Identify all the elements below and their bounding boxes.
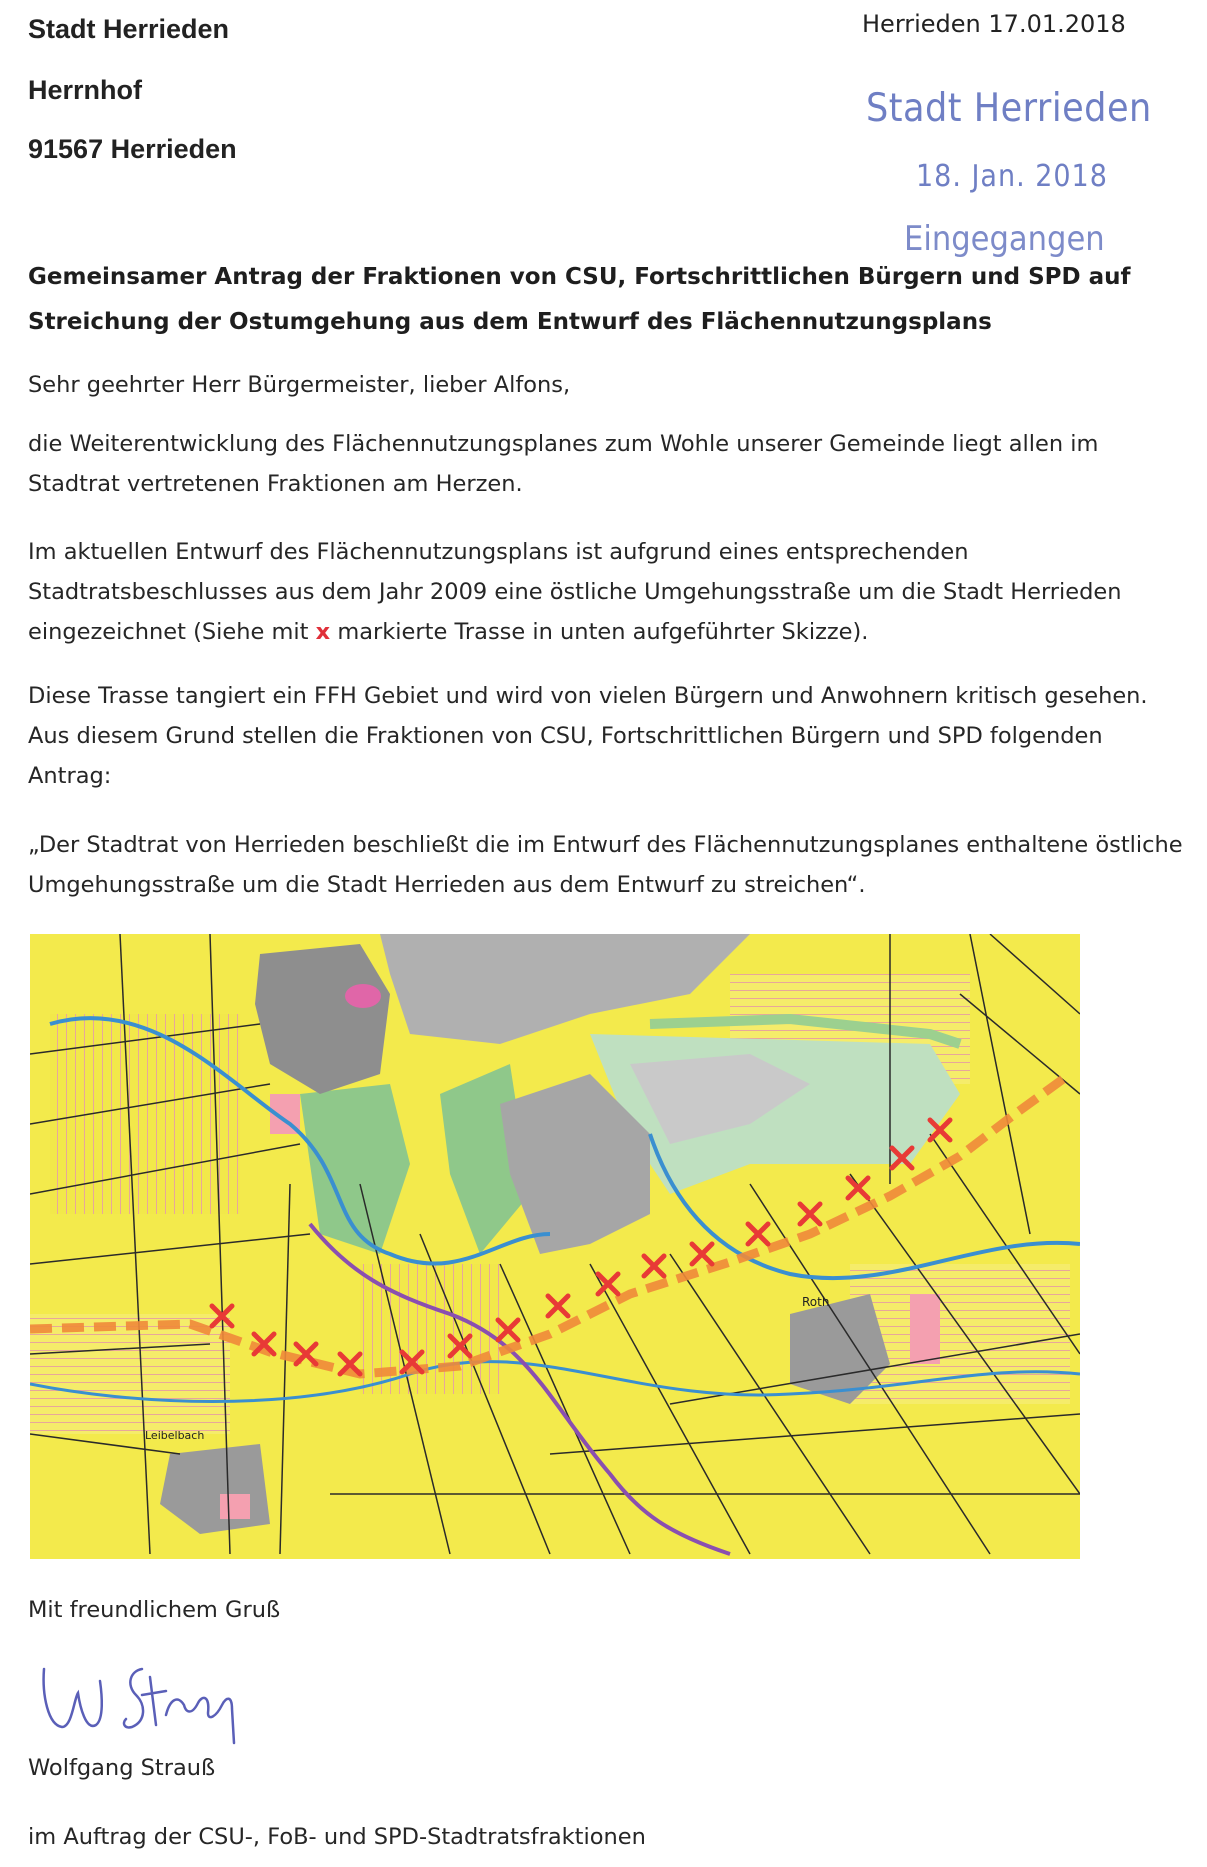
sender-name: Stadt Herrieden: [28, 14, 230, 44]
stamp-status: Eingegangen: [904, 219, 1105, 259]
route-marker-x: x: [315, 619, 331, 645]
date-line: Herrieden 17.01.2018: [862, 10, 1126, 38]
paragraph-route-text-1: Im aktuellen Entwurf des Flächennutzungsplans ist aufgrund eines entsprechenden Stadtratsbeschlusses aus dem Jahr 2009 eine östliche Umgehungsstraße um die Stadt Herrieden eingezeichnet (Siehe mit: [28, 539, 1122, 645]
stamp-city: Stadt Herrieden: [866, 86, 1152, 131]
subject-heading: Gemeinsamer Antrag der Fraktionen von CSU, Fortschrittlichen Bürgern und SPD auf Streichung der Ostumgehung aus dem Entwurf des Flächennutzungsplans: [28, 264, 1131, 335]
paragraph-motion-intro: Diese Trasse tangiert ein FFH Gebiet und wird von vielen Bürgern und Anwohnern kritisch gesehen. Aus diesem Grund stellen die Fraktionen von CSU, Fortschrittlichen Bürgern und SPD folgenden Antrag:: [28, 683, 1148, 789]
map-label-leibelbach: Leibelbach: [145, 1429, 205, 1442]
paragraph-intro: die Weiterentwicklung des Flächennutzungsplanes zum Wohle unserer Gemeinde liegt allen im Stadtrat vertretenen Fraktionen am Herzen.: [28, 431, 1099, 497]
stamp-date: 18. Jan. 2018: [916, 159, 1108, 194]
sender-street: Herrnhof: [28, 75, 142, 105]
salutation: Sehr geehrter Herr Bürgermeister, lieber Alfons,: [28, 372, 571, 398]
sender-city: 91567 Herrieden: [28, 134, 237, 164]
map-parcel-hatched: [850, 1264, 1070, 1404]
map-label-roth: Roth: [802, 1295, 830, 1309]
paragraph-route-description: [28, 532, 1193, 652]
on-behalf-line: im Auftrag der CSU-, FoB- und SPD-Stadtratsfraktionen: [28, 1824, 646, 1850]
paragraph-route-text-2: markierte Trasse in unten aufgeführter Skizze).: [330, 619, 869, 645]
motion-quote: „Der Stadtrat von Herrieden beschließt die im Entwurf des Flächennutzungsplanes enthaltene östliche Umgehungsstraße um die Stadt Herrieden aus dem Entwurf zu streichen“.: [28, 832, 1183, 898]
handwritten-signature: [38, 1655, 258, 1750]
map-parcel-hatched: [50, 1014, 240, 1214]
signatory-name: Wolfgang Strauß: [28, 1755, 216, 1781]
land-use-map: [30, 934, 1080, 1559]
closing-greeting: Mit freundlichem Gruß: [28, 1597, 281, 1623]
